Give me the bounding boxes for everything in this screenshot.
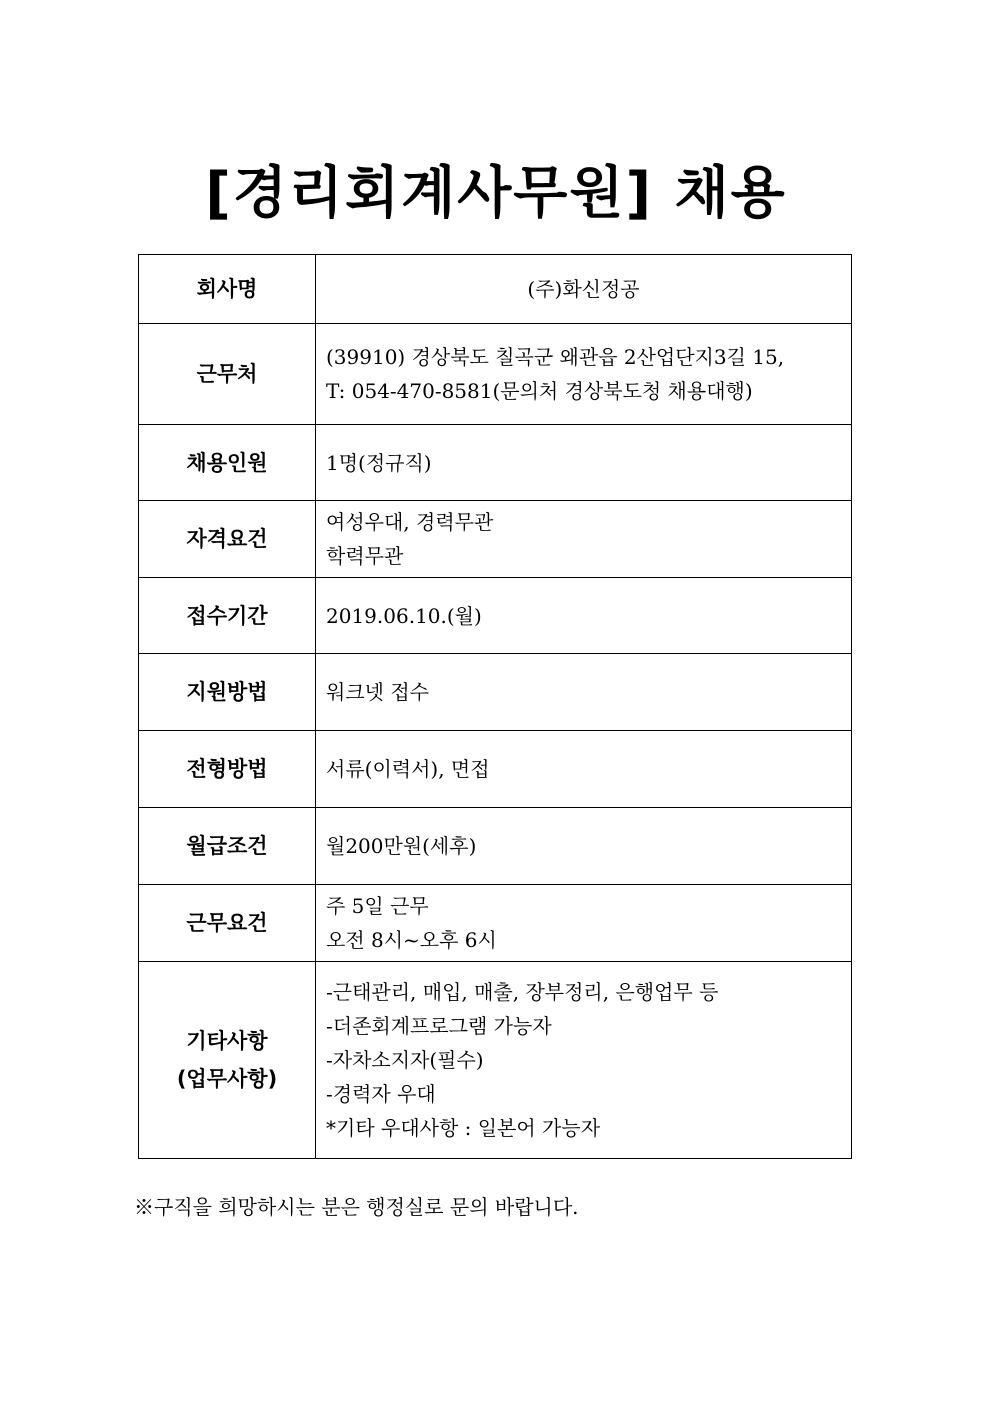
value-line: -근태관리, 매입, 매출, 장부정리, 은행업무 등 xyxy=(326,980,719,1004)
row-label xyxy=(139,962,316,1159)
row-label: 채용인원 xyxy=(139,425,316,501)
row-label: 자격요건 xyxy=(139,501,316,578)
row-label: 근무처 xyxy=(139,324,316,425)
value-line: 월200만원(세후) xyxy=(326,834,477,858)
row-label: 전형방법 xyxy=(139,731,316,808)
label-line: (업무사항) xyxy=(176,1067,278,1091)
job-info-table xyxy=(138,254,852,1159)
value-line: 1명(정규직) xyxy=(326,450,432,475)
table-row xyxy=(139,885,852,962)
row-label: 회사명 xyxy=(139,255,316,324)
value-line: -더존회계프로그램 가능자 xyxy=(326,1014,552,1038)
value-line: 여성우대, 경력무관 xyxy=(326,510,494,534)
table-row xyxy=(139,324,852,425)
value-line: *기타 우대사항 : 일본어 가능자 xyxy=(326,1116,601,1140)
row-value xyxy=(316,731,852,808)
value-line: T: 054-470-8581(문의처 경상북도청 채용대행) xyxy=(326,379,753,403)
label-line: 기타사항 xyxy=(186,1029,268,1053)
row-label: 근무요건 xyxy=(139,885,316,962)
value-line: (주)화신정공 xyxy=(527,277,640,301)
row-value xyxy=(316,425,852,501)
page-title: [경리회계사무원] 채용 xyxy=(205,161,787,226)
table-row xyxy=(139,425,852,501)
row-label: 월급조건 xyxy=(139,808,316,885)
value-line: 2019.06.10.(월) xyxy=(326,603,482,628)
value-line: 학력무관 xyxy=(326,544,404,568)
row-value xyxy=(316,808,852,885)
table-row xyxy=(139,654,852,731)
table-row xyxy=(139,255,852,324)
table-row xyxy=(139,501,852,578)
row-value xyxy=(316,324,852,425)
value-line: 오전 8시~오후 6시 xyxy=(326,928,497,952)
value-line: 워크넷 접수 xyxy=(326,680,429,704)
table-row xyxy=(139,808,852,885)
table-row xyxy=(139,962,852,1159)
row-label: 접수기간 xyxy=(139,578,316,654)
row-value xyxy=(316,885,852,962)
row-label: 지원방법 xyxy=(139,654,316,731)
row-value xyxy=(316,962,852,1159)
row-value xyxy=(316,255,852,324)
value-line: -자차소지자(필수) xyxy=(326,1048,484,1072)
row-value xyxy=(316,654,852,731)
value-line: -경력자 우대 xyxy=(326,1082,436,1106)
table-row xyxy=(139,578,852,654)
row-value xyxy=(316,501,852,578)
row-value xyxy=(316,578,852,654)
value-line: (39910) 경상북도 칠곡군 왜관읍 2산업단지3길 15, xyxy=(326,345,785,369)
footer-note: ※구직을 희망하시는 분은 행정실로 문의 바랍니다. xyxy=(134,1195,579,1219)
table-row xyxy=(139,731,852,808)
value-line: 주 5일 근무 xyxy=(326,894,429,918)
value-line: 서류(이력서), 면접 xyxy=(326,757,490,781)
